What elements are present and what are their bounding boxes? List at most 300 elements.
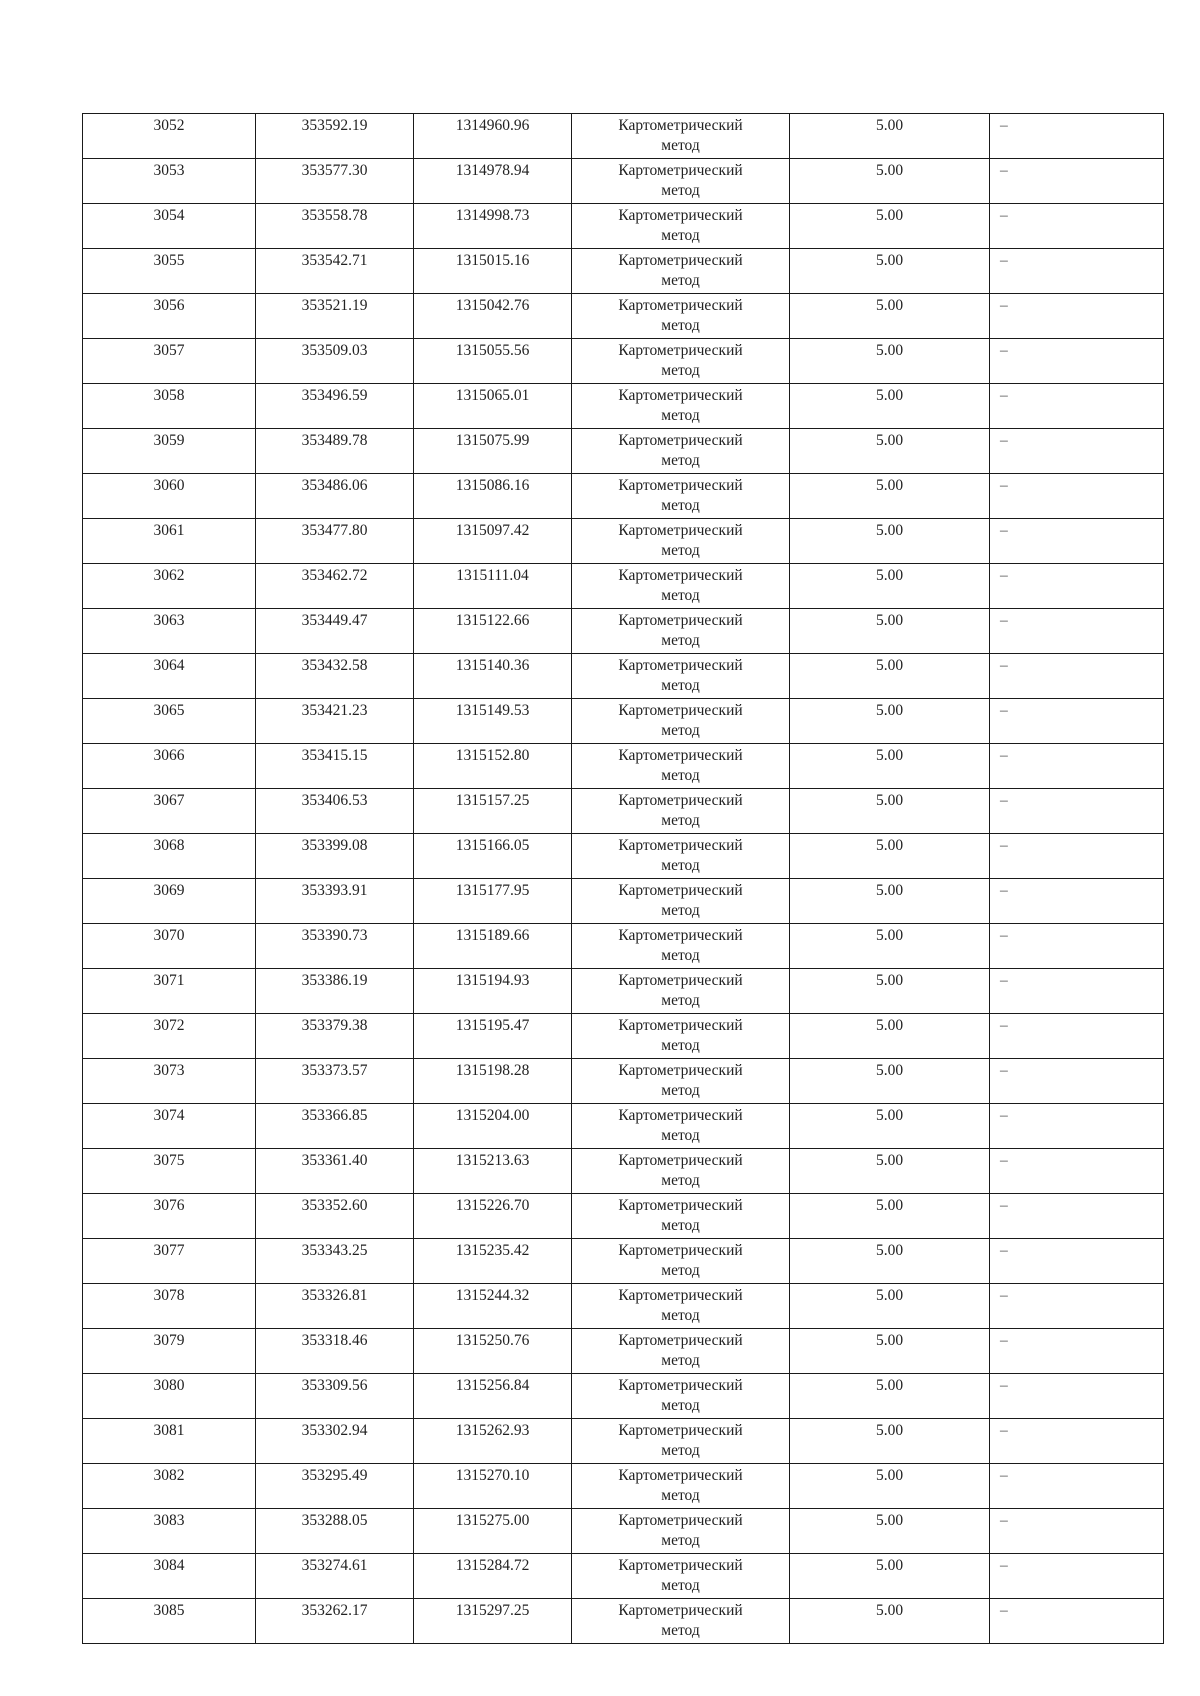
description-cell: – (990, 1194, 1164, 1239)
method-line-2: метод (661, 137, 700, 154)
description-cell: – (990, 789, 1164, 834)
method-line-2: метод (661, 1217, 700, 1234)
table-row (83, 1149, 1164, 1194)
y-coordinate-cell: 1315157.25 (414, 789, 572, 834)
x-coordinate-cell: 353509.03 (256, 339, 414, 384)
accuracy-cell: 5.00 (790, 519, 990, 564)
method-line-1: Картометрический (618, 522, 743, 539)
description-cell: – (990, 294, 1164, 339)
table-row (83, 114, 1164, 159)
method-line-1: Картометрический (618, 117, 743, 134)
table-row (83, 1419, 1164, 1464)
point-number-cell: 3059 (83, 429, 256, 474)
y-coordinate-cell: 1315204.00 (414, 1104, 572, 1149)
method-line-1: Картометрический (618, 252, 743, 269)
x-coordinate-cell: 353390.73 (256, 924, 414, 969)
y-coordinate-cell: 1314960.96 (414, 114, 572, 159)
point-number-cell: 3082 (83, 1464, 256, 1509)
table-row (83, 1374, 1164, 1419)
accuracy-cell: 5.00 (790, 1374, 990, 1419)
table-row (83, 474, 1164, 519)
description-cell: – (990, 1239, 1164, 1284)
method-line-1: Картометрический (618, 1287, 743, 1304)
method-cell (572, 699, 790, 744)
x-coordinate-cell: 353406.53 (256, 789, 414, 834)
point-number-cell: 3058 (83, 384, 256, 429)
description-cell: – (990, 1374, 1164, 1419)
point-number-cell: 3070 (83, 924, 256, 969)
description-cell: – (990, 879, 1164, 924)
accuracy-cell: 5.00 (790, 1329, 990, 1374)
method-line-2: метод (661, 362, 700, 379)
point-number-cell: 3078 (83, 1284, 256, 1329)
point-number-cell: 3079 (83, 1329, 256, 1374)
table-row (83, 1194, 1164, 1239)
y-coordinate-cell: 1315189.66 (414, 924, 572, 969)
table-row (83, 654, 1164, 699)
method-line-1: Картометрический (618, 792, 743, 809)
point-number-cell: 3064 (83, 654, 256, 699)
method-cell (572, 654, 790, 699)
method-cell (572, 879, 790, 924)
point-number-cell: 3057 (83, 339, 256, 384)
method-line-2: метод (661, 1397, 700, 1414)
accuracy-cell: 5.00 (790, 1419, 990, 1464)
table-row (83, 1329, 1164, 1374)
method-line-1: Картометрический (618, 432, 743, 449)
method-line-1: Картометрический (618, 927, 743, 944)
method-line-2: метод (661, 677, 700, 694)
method-line-1: Картометрический (618, 1242, 743, 1259)
description-cell: – (990, 1509, 1164, 1554)
method-line-2: метод (661, 227, 700, 244)
y-coordinate-cell: 1315111.04 (414, 564, 572, 609)
y-coordinate-cell: 1315256.84 (414, 1374, 572, 1419)
y-coordinate-cell: 1315270.10 (414, 1464, 572, 1509)
description-cell: – (990, 159, 1164, 204)
y-coordinate-cell: 1315065.01 (414, 384, 572, 429)
method-cell (572, 744, 790, 789)
method-line-2: метод (661, 542, 700, 559)
point-number-cell: 3055 (83, 249, 256, 294)
x-coordinate-cell: 353326.81 (256, 1284, 414, 1329)
method-line-1: Картометрический (618, 1332, 743, 1349)
point-number-cell: 3080 (83, 1374, 256, 1419)
x-coordinate-cell: 353373.57 (256, 1059, 414, 1104)
description-cell: – (990, 429, 1164, 474)
x-coordinate-cell: 353262.17 (256, 1599, 414, 1644)
table-row (83, 159, 1164, 204)
method-line-2: метод (661, 1037, 700, 1054)
method-line-2: метод (661, 272, 700, 289)
table-row (83, 249, 1164, 294)
description-cell: – (990, 924, 1164, 969)
description-cell: – (990, 1149, 1164, 1194)
method-cell (572, 1014, 790, 1059)
method-cell (572, 339, 790, 384)
method-line-2: метод (661, 1622, 700, 1639)
point-number-cell: 3065 (83, 699, 256, 744)
x-coordinate-cell: 353421.23 (256, 699, 414, 744)
x-coordinate-cell: 353399.08 (256, 834, 414, 879)
method-cell (572, 384, 790, 429)
method-line-1: Картометрический (618, 342, 743, 359)
method-line-1: Картометрический (618, 477, 743, 494)
table-row (83, 1059, 1164, 1104)
method-line-2: метод (661, 767, 700, 784)
method-line-1: Картометрический (618, 747, 743, 764)
method-cell (572, 969, 790, 1014)
x-coordinate-cell: 353462.72 (256, 564, 414, 609)
method-line-1: Картометрический (618, 1422, 743, 1439)
method-line-1: Картометрический (618, 612, 743, 629)
table-row (83, 609, 1164, 654)
method-line-2: метод (661, 1532, 700, 1549)
description-cell: – (990, 1419, 1164, 1464)
accuracy-cell: 5.00 (790, 1149, 990, 1194)
x-coordinate-cell: 353486.06 (256, 474, 414, 519)
accuracy-cell: 5.00 (790, 564, 990, 609)
accuracy-cell: 5.00 (790, 1194, 990, 1239)
method-line-2: метод (661, 317, 700, 334)
method-line-2: метод (661, 1487, 700, 1504)
table-row (83, 1284, 1164, 1329)
x-coordinate-cell: 353309.56 (256, 1374, 414, 1419)
point-number-cell: 3063 (83, 609, 256, 654)
method-line-2: метод (661, 497, 700, 514)
method-line-1: Картометрический (618, 567, 743, 584)
y-coordinate-cell: 1315075.99 (414, 429, 572, 474)
x-coordinate-cell: 353343.25 (256, 1239, 414, 1284)
y-coordinate-cell: 1315194.93 (414, 969, 572, 1014)
point-number-cell: 3053 (83, 159, 256, 204)
method-line-1: Картометрический (618, 1602, 743, 1619)
x-coordinate-cell: 353592.19 (256, 114, 414, 159)
accuracy-cell: 5.00 (790, 1284, 990, 1329)
x-coordinate-cell: 353542.71 (256, 249, 414, 294)
accuracy-cell: 5.00 (790, 1239, 990, 1284)
point-number-cell: 3056 (83, 294, 256, 339)
table-row (83, 1014, 1164, 1059)
method-cell (572, 204, 790, 249)
point-number-cell: 3069 (83, 879, 256, 924)
method-cell (572, 1239, 790, 1284)
accuracy-cell: 5.00 (790, 609, 990, 654)
accuracy-cell: 5.00 (790, 474, 990, 519)
point-number-cell: 3066 (83, 744, 256, 789)
x-coordinate-cell: 353477.80 (256, 519, 414, 564)
y-coordinate-cell: 1315015.16 (414, 249, 572, 294)
x-coordinate-cell: 353288.05 (256, 1509, 414, 1554)
y-coordinate-cell: 1315149.53 (414, 699, 572, 744)
description-cell: – (990, 114, 1164, 159)
method-line-1: Картометрический (618, 1197, 743, 1214)
table-row (83, 744, 1164, 789)
method-line-1: Картометрический (618, 837, 743, 854)
table-row (83, 1464, 1164, 1509)
point-number-cell: 3077 (83, 1239, 256, 1284)
table-row (83, 384, 1164, 429)
description-cell: – (990, 384, 1164, 429)
accuracy-cell: 5.00 (790, 1599, 990, 1644)
method-line-1: Картометрический (618, 702, 743, 719)
table-row (83, 1554, 1164, 1599)
point-number-cell: 3085 (83, 1599, 256, 1644)
method-cell (572, 1149, 790, 1194)
method-line-1: Картометрический (618, 297, 743, 314)
point-number-cell: 3060 (83, 474, 256, 519)
method-cell (572, 924, 790, 969)
method-line-2: метод (661, 587, 700, 604)
y-coordinate-cell: 1314978.94 (414, 159, 572, 204)
description-cell: – (990, 609, 1164, 654)
table-row (83, 1104, 1164, 1149)
description-cell: – (990, 699, 1164, 744)
method-line-1: Картометрический (618, 972, 743, 989)
method-line-1: Картометрический (618, 1062, 743, 1079)
method-cell (572, 249, 790, 294)
method-line-2: метод (661, 992, 700, 1009)
accuracy-cell: 5.00 (790, 1014, 990, 1059)
coordinates-table (82, 113, 1164, 1644)
table-row (83, 1239, 1164, 1284)
method-line-2: метод (661, 1352, 700, 1369)
point-number-cell: 3081 (83, 1419, 256, 1464)
description-cell: – (990, 1329, 1164, 1374)
description-cell: – (990, 564, 1164, 609)
description-cell: – (990, 1059, 1164, 1104)
table-row (83, 969, 1164, 1014)
accuracy-cell: 5.00 (790, 339, 990, 384)
table-row (83, 339, 1164, 384)
x-coordinate-cell: 353295.49 (256, 1464, 414, 1509)
table-row (83, 519, 1164, 564)
table-row (83, 789, 1164, 834)
method-cell (572, 564, 790, 609)
accuracy-cell: 5.00 (790, 924, 990, 969)
point-number-cell: 3074 (83, 1104, 256, 1149)
accuracy-cell: 5.00 (790, 114, 990, 159)
method-line-1: Картометрический (618, 882, 743, 899)
accuracy-cell: 5.00 (790, 429, 990, 474)
method-cell (572, 1419, 790, 1464)
x-coordinate-cell: 353386.19 (256, 969, 414, 1014)
method-cell (572, 1599, 790, 1644)
accuracy-cell: 5.00 (790, 789, 990, 834)
description-cell: – (990, 249, 1164, 294)
accuracy-cell: 5.00 (790, 699, 990, 744)
method-line-2: метод (661, 857, 700, 874)
x-coordinate-cell: 353558.78 (256, 204, 414, 249)
method-line-2: метод (661, 1577, 700, 1594)
x-coordinate-cell: 353318.46 (256, 1329, 414, 1374)
y-coordinate-cell: 1315297.25 (414, 1599, 572, 1644)
method-cell (572, 519, 790, 564)
x-coordinate-cell: 353274.61 (256, 1554, 414, 1599)
description-cell: – (990, 744, 1164, 789)
y-coordinate-cell: 1315195.47 (414, 1014, 572, 1059)
method-line-1: Картометрический (618, 207, 743, 224)
description-cell: – (990, 474, 1164, 519)
x-coordinate-cell: 353496.59 (256, 384, 414, 429)
method-line-2: метод (661, 1082, 700, 1099)
x-coordinate-cell: 353352.60 (256, 1194, 414, 1239)
table-row (83, 834, 1164, 879)
y-coordinate-cell: 1315122.66 (414, 609, 572, 654)
x-coordinate-cell: 353432.58 (256, 654, 414, 699)
method-cell (572, 1554, 790, 1599)
method-cell (572, 159, 790, 204)
point-number-cell: 3061 (83, 519, 256, 564)
table-row (83, 699, 1164, 744)
table-row (83, 204, 1164, 249)
description-cell: – (990, 1599, 1164, 1644)
accuracy-cell: 5.00 (790, 294, 990, 339)
point-number-cell: 3062 (83, 564, 256, 609)
x-coordinate-cell: 353393.91 (256, 879, 414, 924)
accuracy-cell: 5.00 (790, 1509, 990, 1554)
x-coordinate-cell: 353415.15 (256, 744, 414, 789)
method-cell (572, 1284, 790, 1329)
method-line-2: метод (661, 902, 700, 919)
x-coordinate-cell: 353521.19 (256, 294, 414, 339)
method-cell (572, 114, 790, 159)
point-number-cell: 3067 (83, 789, 256, 834)
x-coordinate-cell: 353577.30 (256, 159, 414, 204)
y-coordinate-cell: 1315275.00 (414, 1509, 572, 1554)
y-coordinate-cell: 1315262.93 (414, 1419, 572, 1464)
method-line-2: метод (661, 452, 700, 469)
description-cell: – (990, 654, 1164, 699)
accuracy-cell: 5.00 (790, 1059, 990, 1104)
y-coordinate-cell: 1315213.63 (414, 1149, 572, 1194)
method-line-1: Картометрический (618, 1512, 743, 1529)
point-number-cell: 3068 (83, 834, 256, 879)
y-coordinate-cell: 1315226.70 (414, 1194, 572, 1239)
description-cell: – (990, 969, 1164, 1014)
accuracy-cell: 5.00 (790, 1554, 990, 1599)
method-cell (572, 609, 790, 654)
description-cell: – (990, 1284, 1164, 1329)
method-line-2: метод (661, 947, 700, 964)
method-cell (572, 1194, 790, 1239)
accuracy-cell: 5.00 (790, 384, 990, 429)
method-cell (572, 1464, 790, 1509)
y-coordinate-cell: 1315198.28 (414, 1059, 572, 1104)
x-coordinate-cell: 353379.38 (256, 1014, 414, 1059)
x-coordinate-cell: 353366.85 (256, 1104, 414, 1149)
description-cell: – (990, 1104, 1164, 1149)
table-row (83, 924, 1164, 969)
method-line-2: метод (661, 1442, 700, 1459)
description-cell: – (990, 1014, 1164, 1059)
x-coordinate-cell: 353449.47 (256, 609, 414, 654)
method-line-2: метод (661, 182, 700, 199)
description-cell: – (990, 834, 1164, 879)
method-line-2: метод (661, 407, 700, 424)
y-coordinate-cell: 1315097.42 (414, 519, 572, 564)
y-coordinate-cell: 1315177.95 (414, 879, 572, 924)
y-coordinate-cell: 1315086.16 (414, 474, 572, 519)
method-cell (572, 429, 790, 474)
point-number-cell: 3052 (83, 114, 256, 159)
accuracy-cell: 5.00 (790, 744, 990, 789)
method-line-2: метод (661, 1172, 700, 1189)
method-cell (572, 1509, 790, 1554)
method-line-1: Картометрический (618, 1467, 743, 1484)
method-cell (572, 1374, 790, 1419)
description-cell: – (990, 204, 1164, 249)
method-cell (572, 834, 790, 879)
point-number-cell: 3084 (83, 1554, 256, 1599)
table-row (83, 1509, 1164, 1554)
accuracy-cell: 5.00 (790, 1464, 990, 1509)
point-number-cell: 3083 (83, 1509, 256, 1554)
x-coordinate-cell: 353361.40 (256, 1149, 414, 1194)
description-cell: – (990, 519, 1164, 564)
y-coordinate-cell: 1315284.72 (414, 1554, 572, 1599)
point-number-cell: 3071 (83, 969, 256, 1014)
method-line-1: Картометрический (618, 1377, 743, 1394)
y-coordinate-cell: 1315042.76 (414, 294, 572, 339)
x-coordinate-cell: 353489.78 (256, 429, 414, 474)
method-line-1: Картометрический (618, 1557, 743, 1574)
description-cell: – (990, 1554, 1164, 1599)
table-row (83, 429, 1164, 474)
table-row (83, 1599, 1164, 1644)
accuracy-cell: 5.00 (790, 879, 990, 924)
method-line-2: метод (661, 1127, 700, 1144)
point-number-cell: 3054 (83, 204, 256, 249)
accuracy-cell: 5.00 (790, 249, 990, 294)
accuracy-cell: 5.00 (790, 834, 990, 879)
table-row (83, 294, 1164, 339)
accuracy-cell: 5.00 (790, 969, 990, 1014)
table-row (83, 564, 1164, 609)
y-coordinate-cell: 1315152.80 (414, 744, 572, 789)
y-coordinate-cell: 1314998.73 (414, 204, 572, 249)
method-line-2: метод (661, 1307, 700, 1324)
accuracy-cell: 5.00 (790, 204, 990, 249)
method-line-1: Картометрический (618, 162, 743, 179)
y-coordinate-cell: 1315140.36 (414, 654, 572, 699)
description-cell: – (990, 1464, 1164, 1509)
point-number-cell: 3073 (83, 1059, 256, 1104)
method-line-1: Картометрический (618, 657, 743, 674)
method-line-2: метод (661, 1262, 700, 1279)
method-cell (572, 1329, 790, 1374)
accuracy-cell: 5.00 (790, 159, 990, 204)
point-number-cell: 3075 (83, 1149, 256, 1194)
y-coordinate-cell: 1315166.05 (414, 834, 572, 879)
y-coordinate-cell: 1315055.56 (414, 339, 572, 384)
method-line-1: Картометрический (618, 1152, 743, 1169)
table-row (83, 879, 1164, 924)
method-line-1: Картометрический (618, 1107, 743, 1124)
method-cell (572, 789, 790, 834)
method-cell (572, 1104, 790, 1149)
y-coordinate-cell: 1315235.42 (414, 1239, 572, 1284)
description-cell: – (990, 339, 1164, 384)
y-coordinate-cell: 1315244.32 (414, 1284, 572, 1329)
method-cell (572, 474, 790, 519)
method-line-1: Картометрический (618, 1017, 743, 1034)
method-line-2: метод (661, 812, 700, 829)
coordinates-table-body (83, 114, 1164, 1644)
method-line-1: Картометрический (618, 387, 743, 404)
method-line-2: метод (661, 632, 700, 649)
accuracy-cell: 5.00 (790, 654, 990, 699)
